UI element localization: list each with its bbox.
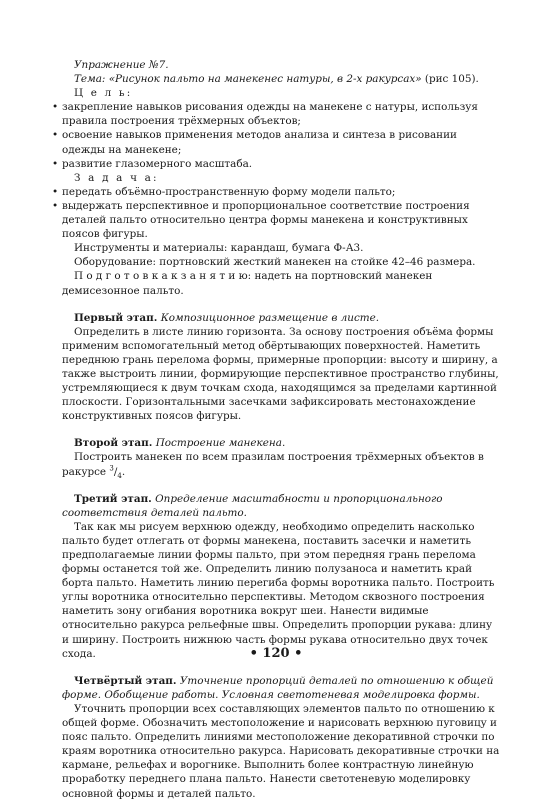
preparation-line — [62, 269, 502, 297]
fraction-denominator: 4 — [117, 471, 122, 480]
tasks-list — [62, 185, 502, 241]
exercise-number: Упражнение №7. — [74, 59, 169, 71]
page-content — [62, 58, 502, 801]
task-item: • передать объёмно-пространственную форму модели пальто; — [62, 185, 502, 199]
goal-item: • закрепление навыков рисования одежды на манекене с натуры, используя правила построения трёхмерных объектов; — [62, 100, 502, 128]
preparation-label: П о д г о т о в к а к з а н я т и ю: — [74, 270, 252, 283]
equipment-line: Оборудование: портновский жесткий манекен на стойке 42–46 размера. — [74, 256, 476, 269]
stage1-label: Первый этап. — [74, 311, 158, 324]
goals-list — [62, 100, 502, 170]
goal-item: • развитие глазомерного масштаба. — [62, 157, 502, 171]
stage3-title: Определение масштабности и пропорционального соответствия деталей пальто. — [62, 492, 443, 519]
stage3-text: Так как мы рисуем верхнюю одежду, необходимо определить насколько пальто будет отлегать от формы манекена, поставить засечки и наметить предполагаемые линии формы пальто, при этом передняя грань перелома формы останется той же. Определить линию полузаноса и наметить край борта пальто. Наметить линию перегиба формы воротника пальто. Построить углы воротника относительно перспективы. Методом сквозного построения наметить зону огибания воротника вокруг шеи. Нанести видимые относительно ракурса рельефные швы. Определить пропорции рукава: длину и ширину. Построить нижнюю часть формы рукава относительно двух точек схода. — [62, 520, 495, 660]
stage2-label: Второй этап. — [74, 437, 153, 450]
stage1-title: Композиционное размещение в листе. — [160, 311, 380, 324]
stage4-heading — [62, 674, 502, 702]
stage2-text: Построить манекен по всем празилам построения трёхмерных объектов в ракурсе $^3/_4$. — [62, 451, 484, 480]
stage2-body: Построить манекен по всем празилам построения трёхмерных объектов в ракурсе — [62, 451, 484, 478]
page-number: • 120 • — [249, 646, 303, 661]
stage2-heading — [62, 436, 502, 450]
stage1-heading — [62, 311, 502, 325]
tasks-heading: З а д а ч а: — [74, 171, 159, 184]
goals-heading: Ц е л ь: — [74, 87, 133, 100]
stage4-title: Уточнение пропорций деталей по отношению к общей форме. Обобщение работы. Условная светотеневая моделировка формы. — [62, 674, 494, 701]
stage3-label: Третий этап. — [74, 492, 152, 505]
fraction-numerator: 3 — [109, 464, 114, 473]
tools-line: Инструменты и материалы: карандаш, бумага Ф-А3. — [74, 242, 364, 255]
exercise-theme-suffix: (рис 105). — [424, 73, 479, 86]
stage4-text: Уточнить пропорции всех составляющих элементов пальто по отношению к общей форме. Обозначить местоположение и нарисовать верхнюю пуговицу и пояс пальто. Определить линиями местоположение декоративной строчки по краям воротника относительно ракурса. Нарисовать декоративные строчки на кармане, рельефах и ворогнике. Выполнить более контрастную линейную проработку переднего плана пальто. Нанести светотеневую моделировку основной формы и деталей пальто. — [62, 702, 500, 800]
exercise-theme-label: Тема: «Рисунок пальто на манекенес натуры, в 2-х ракурсах» — [74, 73, 422, 86]
stage2-end: . — [121, 465, 126, 478]
stage3-heading — [62, 492, 502, 520]
stage2-title: Построение манекена. — [155, 437, 286, 450]
preparation-text: надеть на портновский манекен демисезонное пальто. — [62, 270, 433, 297]
stage4-label: Четвёртый этап. — [74, 674, 177, 687]
task-item: • выдержать перспективное и пропорциональное соответствие построения деталей пальто относительно центра формы манекена и конструктивных поясов фигуры. — [62, 199, 502, 241]
stage1-text: Определить в листе линию горизонта. За основу построения объёма формы применим вспомогательный метод обёртывающих поверхностей. Наметить переднюю грань перелома формы, примерные пропорции: высоту и ширину, а также выстроить линии, формирующие перспективное пространство глубины, устремляющиеся к двум точкам схода, находящимся за пределами картинной плоскости. Горизонтальными засечками зафиксировать местонахождение конструктивных поясов фигуры. — [62, 325, 499, 423]
goal-item: • освоение навыков применения методов анализа и синтеза в рисовании одежды на манекене; — [62, 128, 502, 156]
exercise-theme — [62, 72, 502, 86]
